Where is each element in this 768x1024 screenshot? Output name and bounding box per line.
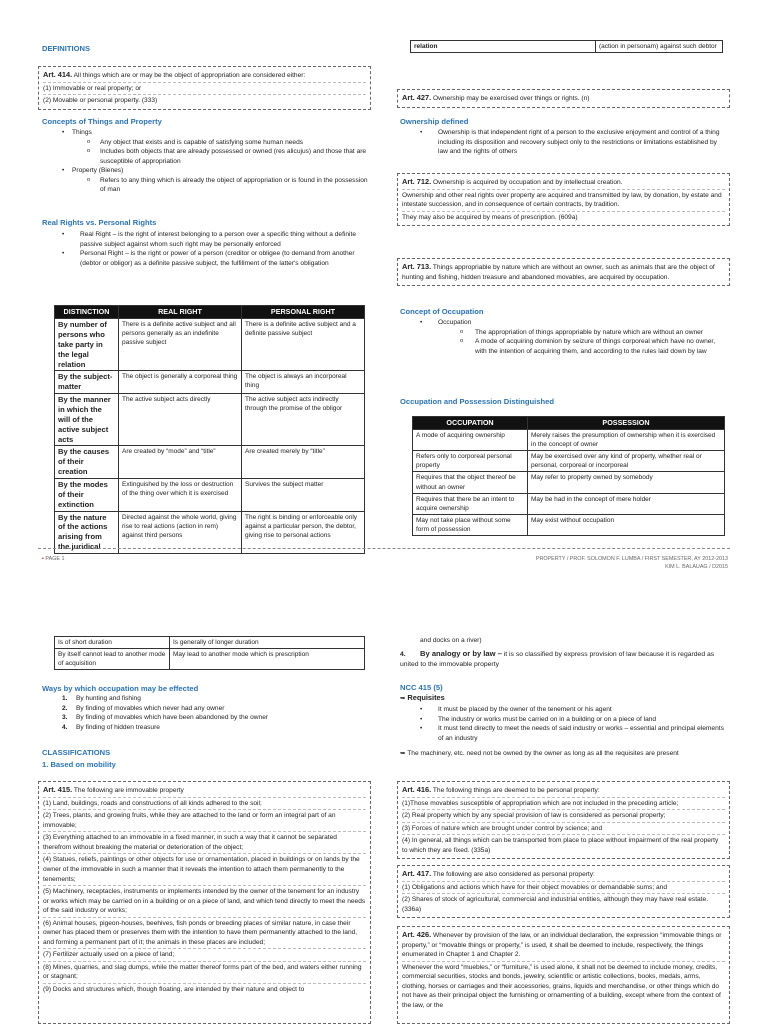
table-row (413, 514, 725, 535)
analogy-number: 4. (400, 651, 406, 658)
table-row (413, 472, 725, 493)
table-cell: Merely raises the presumption of ownership when it is exercised in the concept of owner (528, 430, 725, 451)
table-row (413, 430, 725, 451)
article-line: (9) Docks and structures which, though floating, are intended by their nature and object to (43, 986, 305, 994)
bullet-icon: ▪ (42, 556, 44, 562)
page-footer-info (536, 556, 728, 572)
page-divider (38, 548, 730, 549)
table-cell: By itself cannot lead to another mode of acquisition (55, 649, 170, 670)
article-number: Art. 417. (402, 869, 432, 878)
table-header: DISTINCTION (55, 306, 119, 319)
table-cell: The object is always an incorporeal thing (242, 371, 365, 394)
concepts-heading: Concepts of Things and Property (42, 117, 162, 126)
article-414-box (38, 66, 371, 110)
list-item-text: By finding of hidden treasure (76, 723, 160, 731)
table-row (55, 371, 365, 394)
article-text: All things which are or may be the object of appropriation are considered either: (72, 72, 306, 79)
table-row (413, 493, 725, 514)
occupation-possession-heading: Occupation and Possession Distinguished (400, 397, 555, 406)
sub-list-item: o Any object that exists and is capable of satisfying some human needs (42, 138, 372, 148)
list-item-text: By finding of movables which have been abandoned by the owner (76, 714, 269, 722)
requisites-label (400, 693, 445, 704)
occupation-possession-table (412, 416, 725, 536)
list-item: • Personal Right – is the right or power of a person (creditor or obligee (to demand from another (debtor or obligor) as a definite passive subject, the fulfillment of the latter's obligation (42, 249, 368, 268)
article-number: Art. 427. (402, 93, 432, 102)
article-line: (5) Machinery, receptacles, instruments or implements intended by the owner of the tenement for an industry or works which may be carried on in a building or on a piece of land, and which tend directly to meet the needs of the said industry or works; (43, 886, 366, 918)
article-text: The following are also considered as personal property: (431, 871, 595, 878)
article-number: Art. 414. (43, 70, 73, 79)
machinery-note (400, 749, 728, 759)
mobility-subheading: 1. Based on mobility (42, 760, 116, 769)
table-cell: There is a definite active subject and a definite passive subject (242, 319, 365, 371)
analogy-text: it is so classified by express provision of law because it is regarded as united to the immovable property (400, 651, 715, 668)
relation-table-continuation (410, 40, 723, 53)
table-header: REAL RIGHT (119, 306, 242, 319)
occupation-list (400, 318, 728, 356)
arrow-icon: ➥ (400, 695, 406, 702)
article-line: (1) Immovable or real property; or (43, 83, 366, 96)
table-cell: By the causes of their creation (55, 446, 119, 479)
table-header: PERSONAL RIGHT (242, 306, 365, 319)
page-number-label: PAGE 1 (45, 556, 65, 562)
list-item: • Ownership is that independent right of a person to the exclusive enjoyment and control of a thing including its disposition and recovery subject only to the restrictions or limitations established by law and the rights of others (400, 128, 728, 157)
article-text: The following are immovable property (72, 787, 184, 794)
table-row (55, 649, 365, 670)
distinction-table (54, 305, 365, 554)
article-415-box (38, 781, 371, 1024)
docks-continuation: and docks on a river) (420, 637, 482, 644)
article-line: (2) Real property which by any special provision of law is considered as personal property; (402, 810, 725, 823)
table-cell: May not take place without some form of possession (413, 514, 528, 535)
list-item: 2. By finding of movables which never had any owner (62, 704, 225, 712)
list-item-text: By finding of movables which never had any owner (76, 704, 225, 712)
article-712-box (397, 173, 730, 226)
table-cell: Requires that the object thereof be without an owner (413, 472, 528, 493)
table-cell: The active subject acts indirectly through the promise of the obligor (242, 394, 365, 446)
article-line: (6) Animal houses, pigeon-houses, beehives, fish ponds or breeding places of similar nature, in case their owner has placed them or preserves them with the intention to have them permanently attached to the land, and forming a permanent part of it; the animals in these places are included; (43, 918, 366, 950)
table-row (55, 319, 365, 371)
table-row (55, 446, 365, 479)
article-text: Whenever by provision of the law, or an individual declaration, the expression “immovable things or property,” or “movable things or property,” is used, it shall be deemed to include, respectively, the things enumerated in Chapter 1 and Chapter 2. (402, 932, 722, 959)
table-cell: Is generally of longer duration (170, 637, 365, 649)
list-item: • Property (Bienes) (42, 166, 372, 176)
page-number (42, 556, 65, 564)
classifications-heading: CLASSIFICATIONS (42, 748, 111, 757)
analogy-item (400, 648, 728, 670)
table-row (411, 41, 723, 53)
sub-list-item: o A mode of acquiring dominion by seizure of things corporeal which have no owner, with the intention of acquiring them, and according to the rules laid down by law (400, 337, 728, 356)
analogy-label: By analogy or by law – (420, 649, 502, 658)
article-text: The following things are deemed to be personal property: (431, 787, 600, 794)
table-cell: (action in personam) against such debtor (596, 41, 723, 53)
list-item-text: By hunting and fishing (76, 695, 141, 702)
arrow-icon: ➥ (400, 750, 406, 757)
ncc-heading: NCC 415 (5) (400, 683, 443, 692)
table-cell: The active subject acts directly (119, 394, 242, 446)
article-number: Art. 416. (402, 785, 432, 794)
article-line: (3) Forces of nature which are brought under control by science; and (402, 823, 725, 836)
article-text: Ownership may be exercised over things or rights. (n) (431, 95, 590, 102)
table-header: OCCUPATION (413, 417, 528, 430)
list-item: 1. By hunting and fishing (62, 695, 141, 702)
table-cell: By the manner in which the will of the active subject acts (55, 394, 119, 446)
table-cell: May lead to another mode which is prescription (170, 649, 365, 670)
article-line: (2) Shares of stock of agricultural, commercial and industrial entities, although they may have real estate. (336a) (402, 896, 709, 913)
occupation-concept-heading: Concept of Occupation (400, 307, 484, 316)
list-item: 4. By finding of hidden treasure (62, 723, 160, 731)
sub-list-item: o Refers to any thing which is already the object of appropriation or is found in the possession of man (42, 176, 372, 195)
article-line: Ownership and other real rights over property are acquired and transmitted by law, by donation, by estate and intestate succession, and in consequence of certain contracts, by tradition. (402, 190, 725, 212)
table-header: POSSESSION (528, 417, 725, 430)
occupation-possession-continuation (54, 636, 365, 670)
real-rights-list (42, 230, 368, 268)
list-item: • Real Right – is the right of interest belonging to a person over a specific thing without a definite passive subject against whom such right may be personally enforced (42, 230, 368, 249)
sub-list-item: o Includes both objects that are already possessed or owned (res alicujus) and those that are susceptible of appropriation (42, 147, 372, 166)
table-cell: Directed against the whole world, giving rise to real actions (action in rem) against third persons (119, 511, 242, 553)
list-item: • The industry or works must be carried on in a building or on a piece of land (400, 715, 728, 725)
table-row (55, 394, 365, 446)
table-cell: Is of short duration (55, 637, 170, 649)
article-line: (2) Movable or personal property. (333) (43, 97, 158, 105)
concepts-list (42, 128, 372, 195)
table-cell: By the nature of the actions arising from the juridical (55, 511, 119, 553)
list-item: • It must be placed by the owner of the tenement or his agent (400, 705, 728, 715)
table-cell: Are created by “mode” and “title” (119, 446, 242, 479)
article-line: (1) Obligations and actions which have for their object movables or demandable sums; and (402, 882, 725, 895)
table-row (55, 478, 365, 511)
article-number: Art. 426. (402, 930, 432, 939)
article-line: Whenever the word “muebles,” or “furniture,” is used alone, it shall not be deemed to include money, credits, commercial securities, stocks and bonds, jewelry, scientific or artistic collections, books, medals, arms, clothing, horses or carriages and their accessories, grains, liquids and merchandise, or other things which do not have as their principal object the furnishing or ornamenting of a building, except where from the context of the law, or the (402, 963, 721, 1010)
table-cell: Refers only to corporeal personal property (413, 451, 528, 472)
table-cell: May be exercised over any kind of property, whether real or personal, corporeal or incorporeal (528, 451, 725, 472)
article-line: (2) Trees, plants, and growing fruits, while they are attached to the land or form an integral part of an immovable; (43, 810, 366, 832)
footer-course-line: PROPERTY / PROF. SOLOMON F. LUMBA / FIRST SEMESTER, AY 2012-2013 (535, 556, 728, 562)
article-416-box (397, 781, 730, 859)
ways-heading: Ways by which occupation may be effected (42, 684, 199, 693)
article-number: Art. 712. (402, 177, 432, 186)
table-cell: Requires that there be an intent to acquire ownership (413, 493, 528, 514)
table-cell: May exist without occupation (528, 514, 725, 535)
article-line: (4) Statues, reliefs, paintings or other objects for use or ornamentation, placed in buildings or on lands by the owner of the immovable in such a manner that it reveals the intention to attach them permanently to the tenements; (43, 854, 366, 886)
ways-list (62, 694, 362, 732)
sub-list-item: o The appropriation of things appropriable by nature which are without an owner (400, 328, 728, 338)
article-number: Art. 415. (43, 785, 73, 794)
article-426-box (397, 926, 730, 1024)
ownership-list (400, 128, 728, 157)
article-line: (7) Fertilizer actually used on a piece of land; (43, 949, 366, 962)
table-cell: By the modes of their extinction (55, 478, 119, 511)
table-cell: May be had in the concept of mere holder (528, 493, 725, 514)
table-row (413, 451, 725, 472)
article-line: (8) Mines, quarries, and slag dumps, while the matter thereof forms part of the bed, and waters either running or stagnant; (43, 962, 366, 984)
article-text: Ownership is acquired by occupation and by intellectual creation. (431, 179, 623, 186)
list-item: • It must tend directly to meet the needs of said industry or works – essential and principal elements of an industry (400, 724, 728, 743)
article-line: They may also be acquired by means of prescription. (609a) (402, 213, 578, 221)
table-cell: Are created merely by “title” (242, 446, 365, 479)
requisites-text: Requisites (407, 693, 445, 702)
table-cell: By the subject-matter (55, 371, 119, 394)
table-cell: Extinguished by the loss or destruction of the thing over which it is exercised (119, 478, 242, 511)
table-cell: May refer to property owned by somebody (528, 472, 725, 493)
list-item: • Occupation (400, 318, 728, 328)
table-cell: There is a definite active subject and all persons generally as an indefinite passive subject (119, 319, 242, 371)
article-713-box (397, 258, 730, 286)
list-item: 3. By finding of movables which have been abandoned by the owner (62, 714, 269, 722)
requisites-list (400, 705, 728, 743)
article-text: Things appropriable by nature which are without an owner, such as animals that are the object of hunting and fishing, hidden treasure and abandoned movables, are acquired by occupation. (402, 264, 715, 281)
real-rights-heading: Real Rights vs. Personal Rights (42, 218, 157, 227)
article-line: (1) Land, buildings, roads and constructions of all kinds adhered to the soil; (43, 798, 366, 811)
article-number: Art. 713. (402, 262, 432, 271)
machinery-text: The machinery, etc. need not be owned by the owner as long as all the requisites are present (407, 750, 679, 757)
table-cell: relation (411, 41, 596, 53)
table-cell: The right is binding or enforceable only against a particular person, the debtor, giving rise to personal actions (242, 511, 365, 553)
table-cell: A mode of acquiring ownership (413, 430, 528, 451)
article-417-box (397, 865, 730, 918)
article-line: (4) In general, all things which can be transported from place to place without impairment of the real property to which they are fixed. (335a) (402, 837, 719, 854)
table-cell: By number of persons who take party in the legal relation (55, 319, 119, 371)
article-427-box (397, 89, 730, 108)
article-line: (3) Everything attached to an immovable in a fixed manner, in such a way that it cannot be separated therefrom without breaking the material or deterioration of the object; (43, 832, 366, 854)
table-row (55, 637, 365, 649)
table-cell: The object is generally a corporeal thing (119, 371, 242, 394)
article-line: (1)Those movables susceptible of appropriation which are not included in the preceding article; (402, 798, 725, 811)
ownership-heading: Ownership defined (400, 117, 469, 126)
definitions-heading: DEFINITIONS (42, 44, 91, 53)
list-item: • Things (42, 128, 372, 138)
table-cell: Survives the subject matter (242, 478, 365, 511)
footer-author-line: KIM L. BALAUAG / D2015 (665, 563, 728, 570)
